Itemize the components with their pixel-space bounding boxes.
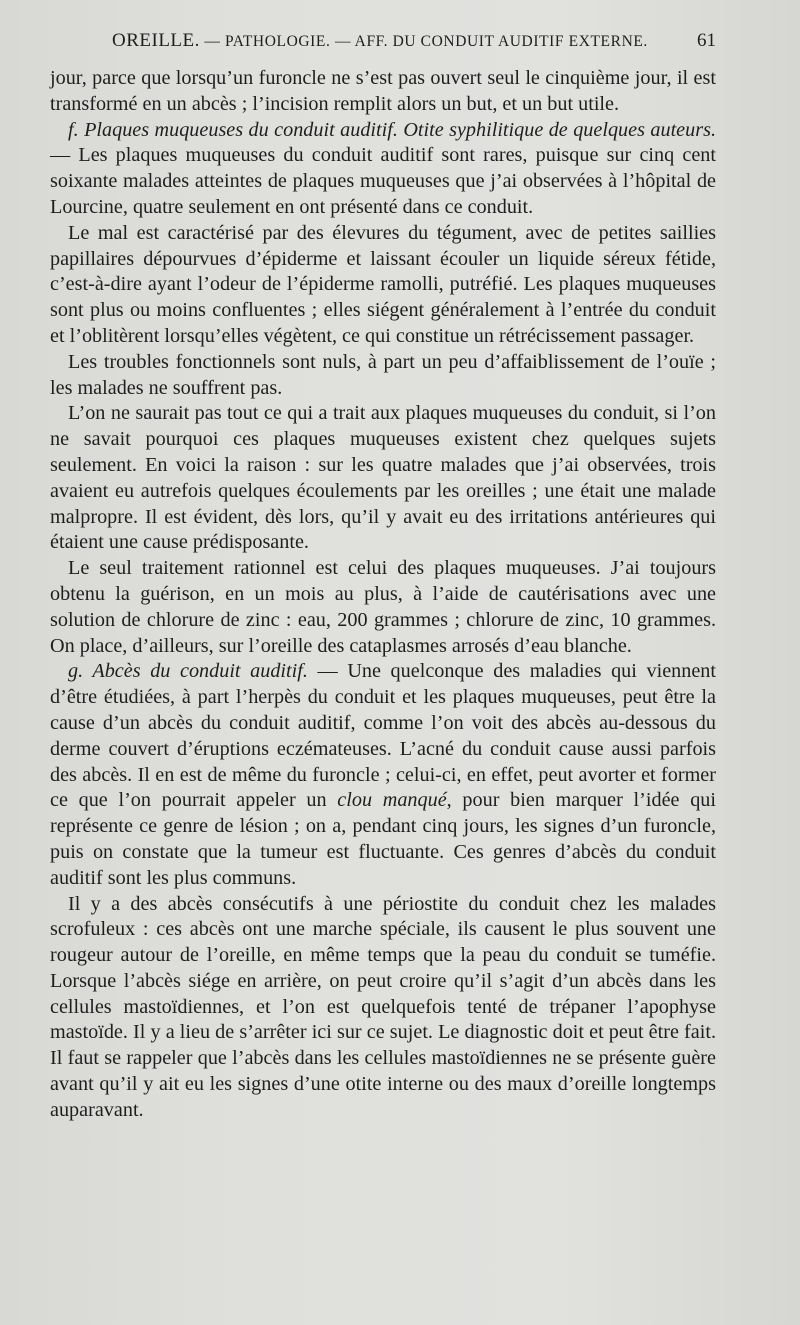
section-heading-g: g. Abcès du conduit auditif.: [68, 660, 308, 683]
paragraph-text: Il y a des abcès consécutifs à une périostite du conduit chez les malades scrofuleux : ces abcès ont une marche spéciale, ils causent le plus souvent une rougeur autour de l’oreille, en même temps que la peau du conduit se tuméfie. Lorsque l’abcès siége en arrière, on peut croire qu’il s’agit d’un abcès dans les cellules mastoïdiennes, et l’on est quelquefois tenté de trépaner l’apophyse mastoïde. Il y a lieu de s’arrêter ici sur ce sujet. Le diagnostic doit et peut être fait. Il faut se rappeler que l’abcès dans les cellules mastoïdiennes ne se présente guère avant qu’il y ait eu les signes d’une otite interne ou des maux d’oreille longtemps auparavant.: [50, 892, 716, 1121]
paragraph-5: [50, 401, 716, 556]
paragraph-text: , pour bien marquer l’idée qui représente ce genre de lésion ; on a, pendant cinq jours, les signes d’un furoncle, puis on constate que la tumeur est fluctuante. Ces genres d’abcès du conduit auditif sont les plus communs.: [50, 789, 716, 889]
body-text: [50, 66, 716, 1124]
paragraph-text: — Une quelconque des maladies qui viennent d’être étudiées, à part l’herpès du conduit et les plaques muqueuses, peut être la cause d’un abcès du conduit auditif, comme l’on voit des abcès au-dessous du derme couvert d’éruptions eczémateuses. L’acné du conduit cause aussi parfois des abcès. Il en est de même du furoncle ; celui-ci, en effet, peut avorter et former ce que l’on pourrait appeler un: [50, 660, 717, 812]
paragraph-text: Le seul traitement rationnel est celui des plaques muqueuses. J’ai toujours obtenu la guérison, en un mois au plus, à l’aide de cautérisations avec une solution de chlorure de zinc : eau, 200 grammes ; chlorure de zinc, 10 grammes. On place, d’ailleurs, sur l’oreille des cataplasmes arrosés d’eau blanche.: [50, 557, 716, 657]
paragraph-3: [50, 221, 716, 350]
emphasis-term: clou manqué: [337, 789, 447, 812]
paragraph-2: [50, 118, 716, 221]
header-separator: —: [199, 33, 225, 50]
paragraph-text: — Les plaques muqueuses du conduit auditif sont rares, puisque sur cinq cent soixante malades atteintes de plaques muqueuses que j’ai observées à l’hôpital de Lourcine, quatre seulement en ont présenté dans ce conduit.: [50, 144, 716, 218]
paragraph-6: [50, 556, 716, 659]
paragraph-text: jour, parce que lorsqu’un furoncle ne s’est pas ouvert seul le cinquième jour, il est transformé en un abcès ; l’incision remplit alors un but, et un but utile.: [50, 67, 716, 115]
running-header: [50, 30, 716, 66]
paragraph-4: [50, 350, 716, 402]
paragraph-1: [50, 66, 716, 118]
paragraph-text: L’on ne saurait pas tout ce qui a trait aux plaques muqueuses du conduit, si l’on ne savait pourquoi ces plaques muqueuses existent chez quelques sujets seulement. En voici la raison : sur les quatre malades que j’ai observées, trois avaient eu autrefois quelques écoulements par les oreilles ; une était une malade malpropre. Il est évident, dès lors, qu’il y avait eu des irritations antérieures qui étaient une cause prédisposante.: [50, 402, 716, 554]
running-title: [112, 30, 648, 52]
header-section: PATHOLOGIE.: [224, 33, 331, 50]
section-heading-f: f. Plaques muqueuses du conduit auditif. Otite syphilitique de quelques auteurs.: [68, 118, 716, 141]
paragraph-text: Les troubles fonctionnels sont nuls, à part un peu d’affaiblissement de l’ouïe ; les malades ne souffrent pas.: [50, 350, 716, 399]
header-subsection: AFF. DU CONDUIT AUDITIF EXTERNE.: [354, 33, 648, 50]
paragraph-text: Le mal est caractérisé par des élevures du tégument, avec de petites saillies papillaires dépourvues d’épiderme et laissant écouler un liquide séreux fétide, c’est-à-dire ayant l’odeur de l’épiderme ramolli, putréfié. Les plaques muqueuses sont plus ou moins confluentes ; elles siégent généralement à l’entrée du conduit et l’oblitèrent lorsqu’elles végètent, ce qui constitue un rétrécissement passager.: [50, 221, 716, 347]
header-separator: —: [330, 33, 355, 50]
paragraph-7: [50, 659, 716, 891]
header-chapter: OREILLE.: [112, 30, 200, 51]
page-number: 61: [697, 30, 716, 51]
paragraph-8: [50, 892, 716, 1124]
